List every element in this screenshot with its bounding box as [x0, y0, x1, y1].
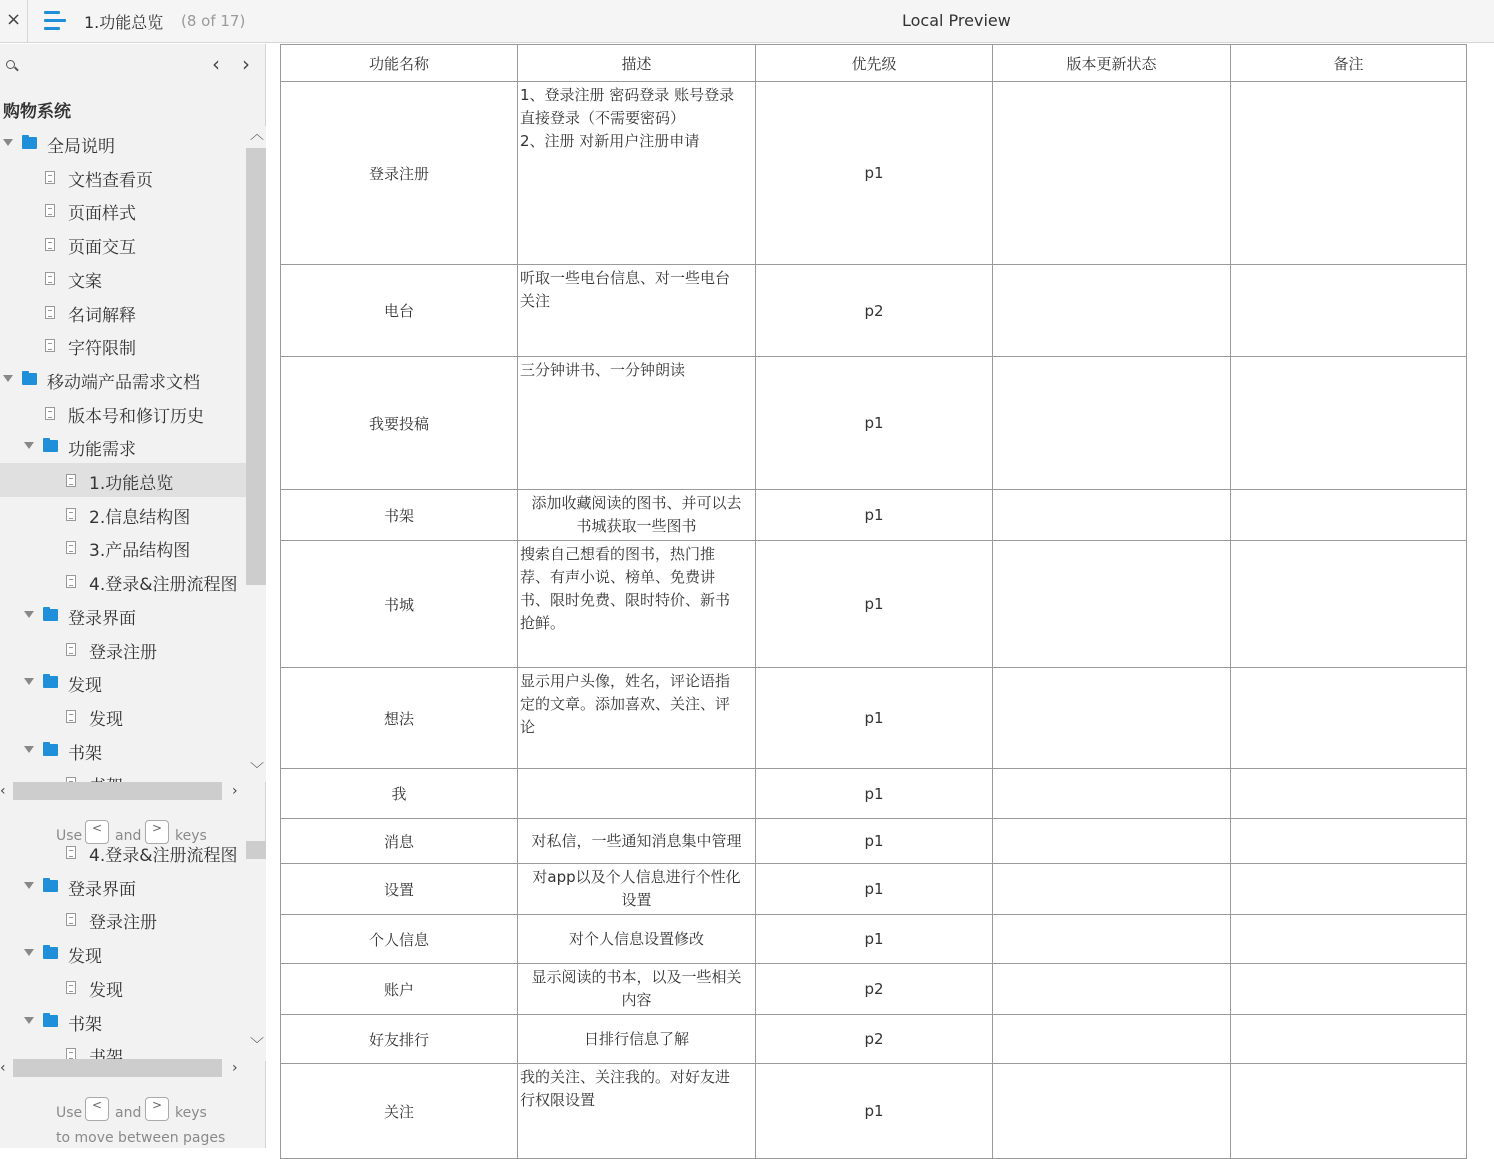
feature-table: [280, 44, 1467, 1159]
expand-caret-icon[interactable]: [24, 882, 34, 889]
note-cell: [1231, 864, 1467, 915]
tree-page-item[interactable]: [0, 227, 246, 261]
tree-item-label: 发现: [68, 676, 102, 697]
hint-keys: keys: [175, 1105, 207, 1121]
update-status-cell: [993, 864, 1231, 915]
note-cell: [1231, 769, 1467, 819]
tree-item-label: 名词解释: [68, 305, 136, 326]
description-line: 显示用户头像，姓名，评论语指: [520, 672, 731, 690]
tree-item-label: 页面样式: [68, 204, 136, 225]
tree-item-label: 版本号和修订历史: [68, 406, 204, 427]
column-header: 功能名称: [281, 45, 518, 82]
description-line: 对个人信息设置修改: [568, 929, 704, 948]
close-icon[interactable]: ×: [0, 0, 28, 43]
description-cell: [518, 265, 756, 357]
expand-caret-icon[interactable]: [3, 139, 13, 146]
tree-folder-item[interactable]: [0, 126, 246, 160]
description-line: 荐、有声小说、榜单、免费讲: [520, 568, 716, 586]
scroll-right-icon[interactable]: ›: [232, 783, 238, 799]
search-icon[interactable]: [6, 60, 15, 69]
update-status-cell: [993, 541, 1231, 668]
table-row: [281, 82, 1467, 265]
note-cell: [1231, 819, 1467, 864]
scroll-down-icon[interactable]: ﹀: [250, 1037, 264, 1053]
expand-caret-icon[interactable]: [24, 611, 34, 618]
feature-name-cell: 登录注册: [281, 82, 518, 265]
tree-item-label: 登录注册: [89, 642, 157, 663]
tree-folder-item[interactable]: [0, 869, 246, 903]
description-line: 我的关注、关注我的。对好友进: [520, 1068, 731, 1086]
note-cell: [1231, 357, 1467, 490]
scrollbar-thumb[interactable]: [246, 148, 266, 585]
tree-folder-item[interactable]: [0, 733, 246, 767]
description-line: 2、注册 对新用户注册申请: [520, 132, 700, 150]
page-tree-duplicate: [0, 841, 246, 1061]
tree-item-label: 功能需求: [68, 440, 136, 461]
tree-item-label: 3.产品结构图: [89, 541, 191, 562]
description-line: 论: [520, 718, 536, 736]
expand-caret-icon[interactable]: [24, 678, 34, 685]
description-cell: [518, 769, 756, 819]
page-count: (8 of 17): [181, 12, 246, 30]
feature-name-cell: 电台: [281, 265, 518, 357]
update-status-cell: [993, 915, 1231, 964]
description-cell: [518, 964, 756, 1015]
table-row: [281, 668, 1467, 769]
tree-page-item[interactable]: [0, 530, 246, 564]
table-row: [281, 864, 1467, 915]
update-status-cell: [993, 668, 1231, 769]
right-key-icon: >: [145, 1097, 169, 1121]
update-status-cell: [993, 265, 1231, 357]
expand-caret-icon[interactable]: [24, 1017, 34, 1024]
table-row: [281, 265, 1467, 357]
column-header: 优先级: [756, 45, 993, 82]
sidebar: [0, 44, 266, 1148]
folder-icon: [43, 440, 58, 452]
description-line: 抢鲜。: [520, 614, 566, 632]
top-bar: [0, 0, 1494, 43]
page-icon: [66, 541, 76, 554]
feature-name-cell: 消息: [281, 819, 518, 864]
description-line: 听取一些电台信息、对一些电台: [520, 269, 731, 287]
table-row: [281, 819, 1467, 864]
description-line: 三分钟讲书、一分钟朗读: [520, 361, 686, 379]
priority-cell: p1: [756, 490, 993, 541]
folder-icon: [43, 744, 58, 756]
hint-move-between-pages: to move between pages: [56, 1130, 226, 1146]
note-cell: [1231, 668, 1467, 769]
left-key-icon: <: [85, 1097, 109, 1121]
note-cell: [1231, 1064, 1467, 1159]
priority-cell: p1: [756, 864, 993, 915]
update-status-cell: [993, 1064, 1231, 1159]
tree-item-label: 4.登录&注册流程图: [89, 846, 238, 866]
priority-cell: p1: [756, 769, 993, 819]
tree-item-label: 登录界面: [68, 879, 136, 900]
tree-horizontal-scrollbar[interactable]: [0, 780, 246, 802]
description-cell: [518, 915, 756, 964]
priority-cell: p1: [756, 668, 993, 769]
page-icon: [45, 306, 55, 319]
note-cell: [1231, 915, 1467, 964]
note-cell: [1231, 265, 1467, 357]
feature-name-cell: 好友排行: [281, 1015, 518, 1064]
tree-item-label: 书架: [68, 1014, 102, 1035]
folder-icon: [43, 676, 58, 688]
tree-page-item[interactable]: [0, 160, 246, 194]
description-line: 行权限设置: [520, 1091, 596, 1109]
description-cell: [518, 668, 756, 769]
description-line: 直接登录（不需要密码）: [520, 109, 686, 127]
feature-name-cell: 我: [281, 769, 518, 819]
scroll-left-icon[interactable]: ‹: [0, 1060, 6, 1076]
tree-folder-item[interactable]: [0, 598, 246, 632]
table-row: [281, 357, 1467, 490]
note-cell: [1231, 490, 1467, 541]
update-status-cell: [993, 1015, 1231, 1064]
tree-folder-item[interactable]: [0, 429, 246, 463]
window-title: Local Preview: [902, 11, 1011, 30]
description-line: 书城获取一些图书: [576, 517, 697, 535]
description-cell: [518, 1015, 756, 1064]
scroll-left-icon[interactable]: ‹: [0, 783, 6, 799]
tree-item-label: 全局说明: [47, 137, 115, 157]
table-row: [281, 490, 1467, 541]
expand-caret-icon[interactable]: [24, 442, 34, 449]
page-icon: [45, 339, 55, 352]
description-line: 对私信，一些通知消息集中管理: [531, 831, 742, 850]
hint-and: and: [115, 828, 142, 844]
page-icon: [66, 981, 76, 994]
description-line: 书、限时免费、限时特价、新书: [520, 591, 731, 609]
priority-cell: p1: [756, 541, 993, 668]
right-key-icon: >: [145, 820, 169, 844]
description-line: 日排行信息了解: [583, 1029, 689, 1048]
update-status-cell: [993, 964, 1231, 1015]
page-icon: [66, 913, 76, 926]
folder-icon: [43, 880, 58, 892]
description-line: 定的文章。添加喜欢、关注、评: [520, 695, 731, 713]
page-icon: [66, 710, 76, 723]
page-icon: [66, 643, 76, 656]
table-row: [281, 769, 1467, 819]
hint-use: Use: [56, 828, 83, 844]
tree-page-item[interactable]: [0, 295, 246, 329]
note-cell: [1231, 541, 1467, 668]
description-line: 设置: [621, 891, 652, 909]
feature-name-cell: 账户: [281, 964, 518, 1015]
description-cell: [518, 82, 756, 265]
tree-page-item[interactable]: [0, 193, 246, 227]
description-line: 搜索自己想看的图书，热门推: [520, 545, 716, 563]
description-line: 对app以及个人信息进行个性化: [532, 868, 741, 886]
scrollbar-thumb[interactable]: [13, 782, 222, 800]
description-cell: [518, 541, 756, 668]
tree-folder-item[interactable]: [0, 362, 246, 396]
tree-page-item[interactable]: [0, 632, 246, 666]
next-page-button[interactable]: ›: [242, 52, 250, 76]
page-tree: [0, 126, 246, 784]
tree-item-label: 登录界面: [68, 608, 136, 629]
page-icon: [45, 171, 55, 184]
tree-item-label: 移动端产品需求文档: [47, 372, 200, 393]
tree-item-label: 文档查看页: [68, 170, 153, 191]
folder-icon: [22, 137, 37, 149]
project-title: 购物系统: [3, 102, 71, 122]
feature-name-cell: 书架: [281, 490, 518, 541]
column-header: 版本更新状态: [993, 45, 1231, 82]
folder-icon: [43, 609, 58, 621]
description-line: 关注: [520, 292, 551, 310]
tree-folder-item[interactable]: [0, 665, 246, 699]
note-cell: [1231, 964, 1467, 1015]
feature-name-cell: 关注: [281, 1064, 518, 1159]
tree-page-item[interactable]: [0, 396, 246, 430]
folder-icon: [43, 947, 58, 959]
table-row: [281, 541, 1467, 668]
column-header: 描述: [518, 45, 756, 82]
note-cell: [1231, 82, 1467, 265]
description-cell: [518, 819, 756, 864]
description-cell: [518, 1064, 756, 1159]
description-cell: [518, 490, 756, 541]
page-icon: [45, 272, 55, 285]
tree-item-label: 登录注册: [89, 913, 157, 934]
hint-use: Use: [56, 1105, 83, 1121]
tree-page-item[interactable]: [0, 564, 246, 598]
description-line: 显示阅读的书本，以及一些相关: [531, 968, 742, 986]
feature-name-cell: 想法: [281, 668, 518, 769]
folder-icon: [22, 373, 37, 385]
update-status-cell: [993, 819, 1231, 864]
tree-item-label: 页面交互: [68, 238, 136, 259]
priority-cell: p2: [756, 265, 993, 357]
tree-page-item[interactable]: [0, 261, 246, 295]
table-row: [281, 915, 1467, 964]
feature-name-cell: 我要投稿: [281, 357, 518, 490]
table-row: [281, 1064, 1467, 1159]
tree-item-label: 发现: [68, 947, 102, 968]
main-content: [267, 44, 1494, 1148]
tree-item-label: 发现: [89, 709, 123, 730]
scrollbar-thumb[interactable]: [246, 841, 266, 859]
update-status-cell: [993, 82, 1231, 265]
folder-icon: [43, 1015, 58, 1027]
tree-item-label: 文案: [68, 271, 102, 292]
feature-name-cell: 书城: [281, 541, 518, 668]
page-icon: [66, 846, 76, 859]
hint-keys: keys: [175, 828, 207, 844]
priority-cell: p1: [756, 82, 993, 265]
feature-name-cell: 个人信息: [281, 915, 518, 964]
tree-item-label: 1.功能总览: [89, 474, 174, 494]
tree-item-label: 发现: [89, 980, 123, 1001]
priority-cell: p1: [756, 1064, 993, 1159]
tree-folder-item[interactable]: [0, 936, 246, 970]
tree-page-item[interactable]: [0, 328, 246, 362]
priority-cell: p1: [756, 357, 993, 490]
priority-cell: p2: [756, 1015, 993, 1064]
description-cell: [518, 357, 756, 490]
scroll-up-icon[interactable]: ︿: [250, 127, 264, 143]
tree-page-item[interactable]: [0, 699, 246, 733]
page-icon: [66, 575, 76, 588]
description-cell: [518, 864, 756, 915]
priority-cell: p1: [756, 915, 993, 964]
tree-page-item[interactable]: [0, 970, 246, 1004]
page-icon: [66, 474, 76, 487]
tree-vertical-scrollbar-2[interactable]: [246, 841, 266, 1061]
table-header-row: [281, 45, 1467, 82]
tree-item-label: 4.登录&注册流程图: [89, 575, 238, 596]
left-key-icon: <: [85, 820, 109, 844]
tree-item-label: 书架: [68, 743, 102, 764]
feature-name-cell: 设置: [281, 864, 518, 915]
note-cell: [1231, 1015, 1467, 1064]
tree-item-label: 2.信息结构图: [89, 507, 191, 528]
priority-cell: p1: [756, 819, 993, 864]
column-header: 备注: [1231, 45, 1467, 82]
update-status-cell: [993, 769, 1231, 819]
update-status-cell: [993, 357, 1231, 490]
description-line: 内容: [621, 991, 652, 1009]
page-icon: [45, 238, 55, 251]
description-line: 1、登录注册 密码登录 账号登录: [520, 86, 735, 104]
previous-page-button[interactable]: ‹: [212, 52, 220, 76]
priority-cell: p2: [756, 964, 993, 1015]
page-icon: [45, 407, 55, 420]
expand-caret-icon[interactable]: [24, 746, 34, 753]
table-row: [281, 1015, 1467, 1064]
tree-page-item[interactable]: [0, 835, 246, 869]
expand-caret-icon[interactable]: [3, 375, 13, 382]
tree-page-item[interactable]: [0, 463, 246, 497]
hint-and: and: [115, 1105, 142, 1121]
tree-folder-item[interactable]: [0, 1004, 246, 1038]
page-title: 1.功能总览: [84, 13, 164, 32]
tree-vertical-scrollbar[interactable]: [246, 126, 266, 782]
page-icon: [66, 508, 76, 521]
scroll-down-icon[interactable]: ﹀: [250, 762, 264, 778]
tree-item-label: 字符限制: [68, 339, 136, 360]
scrollbar-thumb[interactable]: [13, 1059, 222, 1077]
page-icon: [45, 204, 55, 217]
tree-page-item[interactable]: [0, 902, 246, 936]
description-line: 添加收藏阅读的图书、并可以去: [531, 494, 742, 512]
menu-icon[interactable]: [44, 11, 66, 31]
tree-horizontal-scrollbar-2[interactable]: [0, 1057, 246, 1079]
scroll-right-icon[interactable]: ›: [232, 1060, 238, 1076]
expand-caret-icon[interactable]: [24, 949, 34, 956]
tree-page-item[interactable]: [0, 497, 246, 531]
update-status-cell: [993, 490, 1231, 541]
table-row: [281, 964, 1467, 1015]
